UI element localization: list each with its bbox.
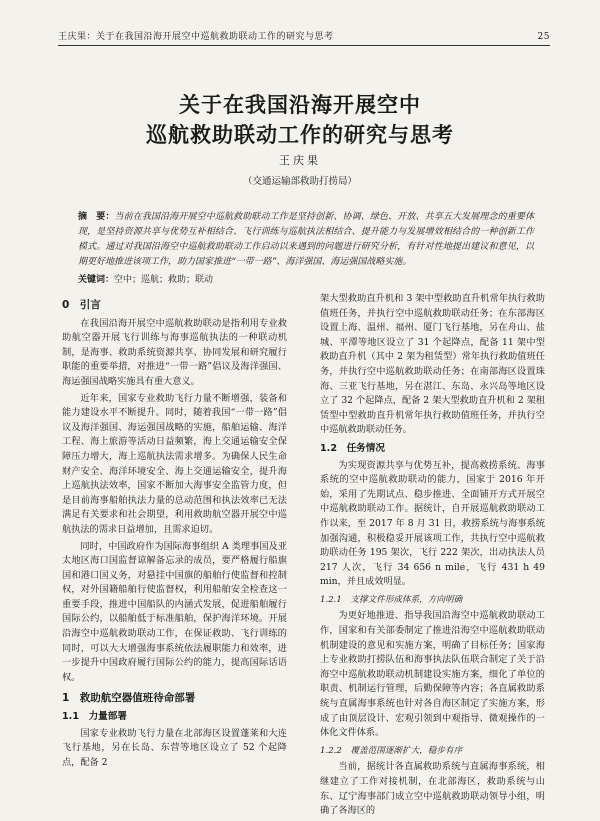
right-column [320,292,545,821]
subsection-heading-tasks: 1.2 任务情况 [320,442,385,454]
paragraph: 当前，据统计各直属救助系统与直属海事系统，相继建立了工作对接机制，在北部海区，救助系统与山东、辽宁海事部门成立空中巡航救助联动领导小组，明确了各海区的 [320,761,545,817]
title-line-2: 巡航救助联动工作的研究与思考 [146,122,454,147]
affiliation: （交通运输部救助打捞局） [242,176,357,187]
paragraph: 架大型救助直升机和 3 架中型救助直升机常年执行救助值班任务，并执行空中巡航救助联动任务；在东部海区设置上海、温州、福州、厦门飞行基地，另在舟山、盐城、平潭等地区设立了 31 个起降点，配备 11 架中型救助直升机（其中 2 架为租赁型）常年执行救助值班任务，并执行空中巡航救助联动任务；在南部海区设置珠海、三亚飞行基地，另在湛江、东岛、永兴岛等地区设立了 32 个起降点，配备 2 架大型救助直升机和 2 架租赁型中型救助直升机常年执行救助值班任务，并执行空中巡航救助联动任务。 [320,293,545,436]
abstract-label: 摘 要： [78,212,115,222]
abstract [78,210,534,270]
paragraph: 为更好地推进、指导我国沿海空中巡航救助联动工作，国家和有关部委制定了推进沿海空中巡航救助联动机制建设的意见和实施方案，明确了目标任务；国家海上专业救助打捞队伍和海事执法队伍联合制定了关于沿海空中巡航救助联动机制建设实施方案，细化了单位的职责、机制运行管理，后勤保障等内容；各直属救助系统与直属海事系统也针对各自海区制定了实施方案，形成了由顶层设计、宏观引领到中观指导、微观操作的一体化文件体系。 [320,610,545,739]
keywords-label: 关键词： [78,275,115,285]
running-head [58,24,550,46]
section-heading-introduction: 0 引言 [62,299,101,311]
paragraph: 同时，中国政府作为国际海事组织 A 类理事国及亚太地区海口国监督谅解备忘录的成员，要严格履行船旗国和港口国义务，对悬挂中国旗的船舶行使监督和控制权，对外国籍船舶行使监督权，利用船舶安全检查这一重要手段，推进中国船队的内涵式发展，促进船舶履行国际公约，以船舶低于标准船舶，保护海洋环境。开展沿海空中巡航救助联动工作，在保证救助、飞行训练的同时，可以大大增强海事系统依法履职能力和效率，进一步提升中国政府履行国际公约的能力，提高国际话语权。 [62,540,287,683]
paragraph: 为实现资源共享与优势互补，提高救捞系统、海事系统的空中巡航救助联动的能力，国家于 2016 年开始，采用了先期试点、稳步推进、全面铺开方式开展空中巡航救助联动工作。据统计，自开展巡航救助联动工作以来，至 2017 年 8 月 31 日，救捞系统与海事系统加强沟通，积极稳妥开展该项工作，共执行空中巡航救助联动任务 195 架次，飞行 222 架次，出动执法人员 217 人次，飞行 34 656 n mile，飞行 431 h 49 min，并且成效明显。 [320,459,545,588]
paragraph: 在我国沿海开展空中巡航救助联动是指利用专业救助航空器开展飞行训练与海事巡航执法的一种联动机制，是海事、救助系统资源共享、协同发展和研究履行职能的重要举措，对推进“一带一路”倡议及海洋强国、海运强国战略实施具有重大意义。 [62,317,287,387]
section-heading-deployment: 1 救助航空器值班待命部署 [62,692,196,705]
paragraph: 国家专业救助飞行力量在北部海区设置蓬莱和大连飞行基地，另在长岛、东营等地区设立了 52 个起降点，配备 2 [62,727,287,768]
article-title [0,90,600,150]
author: 王庆果 [279,154,321,167]
running-head-title: 王庆果：关于在我国沿海开展空中巡航救助联动工作的研究与思考 [58,32,334,42]
title-line-1: 关于在我国沿海开展空中 [179,92,421,117]
subsection-heading-force: 1.1 力量部署 [62,711,127,723]
abstract-text: 当前在我国沿海开展空中巡航救助联动工作是坚持创新、协调、绿色、开放、共享五大发展理念的重要体现，是坚持资源共享与优势互补相结合、飞行训练与巡航执法相结合、提升能力与发展增效相结合的一种创新工作模式。通过对我国沿海空中巡航救助联动工作启动以来遇到的问题进行研究分析，有针对性地提出建议和意见，以期更好地推进该项工作，助力国家推进“一带一路”、海洋强国、海运强国战略实施。 [78,212,534,267]
left-column [62,292,287,772]
subsubsection-heading-coverage: 1.2.2 覆盖范围逐渐扩大，稳步有序 [320,745,463,756]
page-number: 25 [537,32,550,42]
keywords [78,272,534,285]
keywords-text: 空中；巡航；救助；联动 [114,275,214,285]
paragraph: 近年来，国家专业救助飞行力量不断增强，装备和能力建设水平不断提升。同时，随着我国“一带一路”倡议及海洋强国、海运强国战略的实施，船舶运输、海洋工程、海上旅游等活动日益频繁，海上交通运输安全保障压力增大，海上巡航执法需求增多。为确保人民生命财产安全、海洋环境安全、海上交通运输安全，提升海上巡航执法效率，国家不断加大海事安全监管力度，但是目前海事船舶执法力量的总动范围和执法效率已无法满足有关要求和社会期望，利用救助航空器开展空中巡航执法的需求日益增加，且需求迫切。 [62,392,287,535]
subsubsection-heading-documents: 1.2.1 支撑文件形成体系，方向明确 [320,594,463,605]
